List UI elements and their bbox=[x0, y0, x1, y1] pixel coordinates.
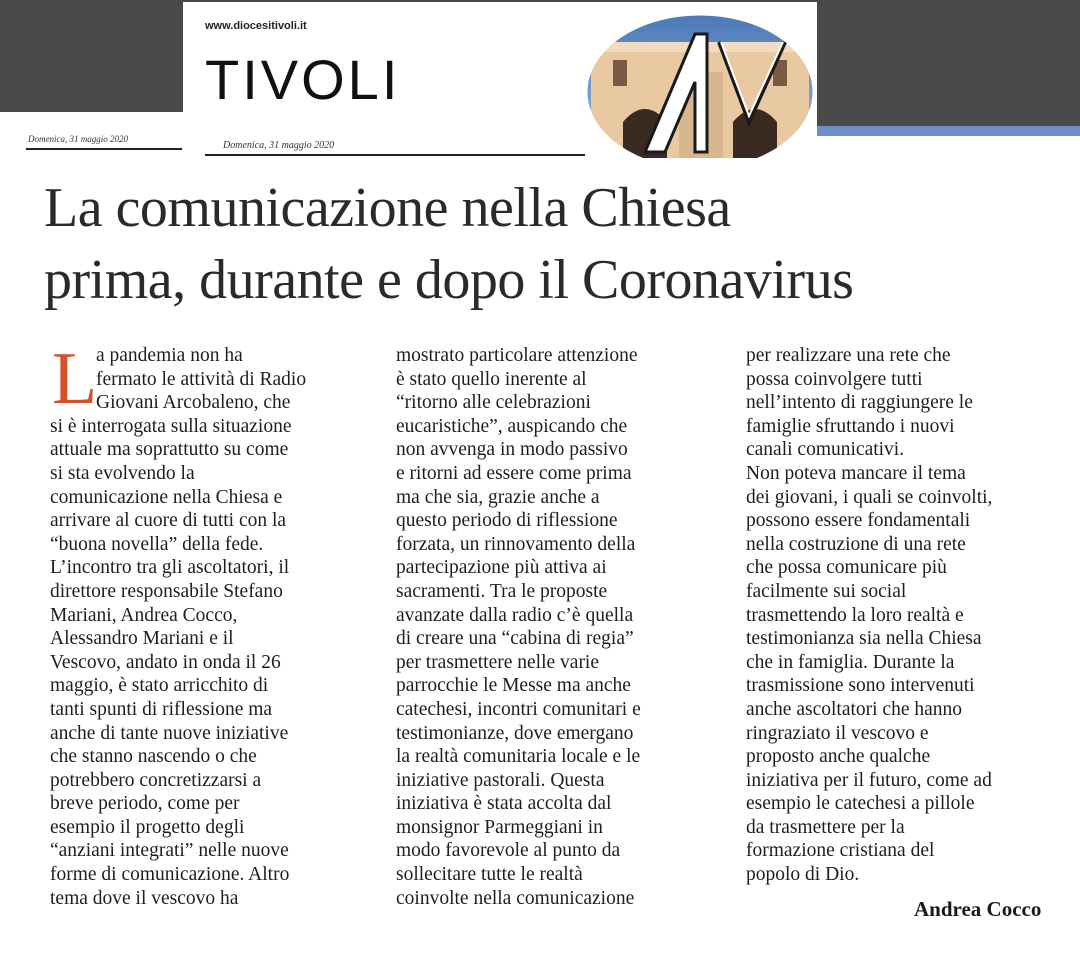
text-line: da trasmettere per la bbox=[746, 816, 905, 838]
accent-rule bbox=[817, 126, 1080, 136]
text-line: di creare una “cabina di regia” bbox=[396, 628, 634, 650]
text-line: proposto anche qualche bbox=[746, 746, 931, 768]
text-line: mostrato particolare attenzione bbox=[396, 345, 638, 366]
text-line: la realtà comunitaria locale e le bbox=[396, 746, 641, 768]
text-line: non avvenga in modo passivo bbox=[396, 439, 628, 461]
text-line: si è interrogata sulla situazione bbox=[50, 415, 292, 437]
text-line: iniziativa è stata accolta dal bbox=[396, 793, 612, 815]
text-line: potrebbero concretizzarsi a bbox=[50, 769, 262, 791]
text-line: canali comunicativi. bbox=[746, 439, 905, 461]
text-line: avanzate dalla radio c’è quella bbox=[396, 604, 634, 626]
text-line: “anziani integrati” nelle nuove bbox=[50, 840, 289, 862]
text-line: possa coinvolgere tutti bbox=[746, 368, 923, 390]
text-line: anche di tante nuove iniziative bbox=[50, 722, 289, 744]
site-url: www.diocesitivoli.it bbox=[205, 20, 307, 32]
text-line: partecipazione più attiva ai bbox=[396, 557, 607, 579]
text-line: famiglie sfruttando i nuovi bbox=[746, 415, 955, 437]
text-line: coinvolte nella comunicazione bbox=[396, 887, 635, 909]
text-line: trasmissione sono intervenuti bbox=[746, 675, 975, 697]
text-line: esempio le catechesi a pillole bbox=[746, 793, 975, 815]
text-line: tanti spunti di riflessione ma bbox=[50, 698, 273, 720]
previous-page-rule bbox=[26, 148, 182, 150]
text-line: Vescovo, andato in onda il 26 bbox=[50, 651, 281, 673]
text-line: formazione cristiana del bbox=[746, 840, 935, 862]
drop-cap: L bbox=[52, 338, 98, 420]
text-line: comunicazione nella Chiesa e bbox=[50, 486, 283, 508]
text-line: possono essere fondamentali bbox=[746, 510, 971, 532]
text-line: tema dove il vescovo ha bbox=[50, 887, 239, 909]
article-column-2 bbox=[396, 344, 641, 910]
text-line: che stanno nascendo o che bbox=[50, 746, 257, 768]
text-line: “ritorno alle celebrazioni bbox=[396, 392, 591, 414]
text-line: modo favorevole al punto da bbox=[396, 840, 621, 862]
text-line: dei giovani, i quali se coinvolti, bbox=[746, 486, 993, 508]
text-line: iniziative pastorali. Questa bbox=[396, 769, 605, 791]
text-line: nell’intento di raggiungere le bbox=[746, 392, 973, 414]
text-line: anche ascoltatori che hanno bbox=[746, 698, 963, 720]
text-line: L’incontro tra gli ascoltatori, il bbox=[50, 557, 290, 579]
text-line: popolo di Dio. bbox=[746, 864, 860, 886]
text-line: facilmente sui social bbox=[746, 580, 907, 602]
text-line: sollecitare tutte le realtà bbox=[396, 864, 583, 886]
paper-title: TIVOLI bbox=[205, 48, 401, 111]
text-line: testimonianze, dove emergano bbox=[396, 722, 634, 744]
church-logo-image bbox=[583, 12, 817, 158]
previous-page-date: Domenica, 31 maggio 2020 bbox=[28, 134, 128, 144]
text-line: ma che sia, grazie anche a bbox=[396, 486, 600, 508]
text-line: monsignor Parmeggiani in bbox=[396, 816, 603, 838]
article-byline: Andrea Cocco bbox=[914, 897, 1042, 921]
text-line: direttore responsabile Stefano bbox=[50, 580, 283, 602]
text-line: per trasmettere nelle varie bbox=[396, 651, 600, 673]
text-line: Mariani, Andrea Cocco, bbox=[50, 604, 238, 626]
headline-line-1: La comunicazione nella Chiesa bbox=[44, 177, 731, 239]
text-line: breve periodo, come per bbox=[50, 793, 240, 815]
text-line: catechesi, incontri comunitari e bbox=[396, 698, 641, 720]
text-line: forme di comunicazione. Altro bbox=[50, 864, 290, 886]
text-line: nella costruzione di una rete bbox=[746, 533, 966, 555]
text-line: questo periodo di riflessione bbox=[396, 510, 618, 532]
text-line: che possa comunicare più bbox=[746, 557, 947, 579]
text-line: ringraziato il vescovo e bbox=[746, 722, 929, 744]
text-line: “buona novella” della fede. bbox=[50, 533, 264, 555]
article-column-3 bbox=[746, 344, 992, 887]
text-line: Non poteva mancare il tema bbox=[746, 462, 966, 484]
masthead-date: Domenica, 31 maggio 2020 bbox=[223, 140, 335, 151]
article-column-1 bbox=[50, 338, 307, 910]
text-line: iniziativa per il futuro, come ad bbox=[746, 769, 992, 791]
dark-background-right bbox=[817, 0, 1080, 130]
masthead-rule bbox=[205, 154, 585, 156]
text-line: sacramenti. Tra le proposte bbox=[396, 580, 608, 602]
text-line: si sta evolvendo la bbox=[50, 462, 195, 484]
text-line: Alessandro Mariani e il bbox=[50, 628, 234, 650]
text-line: testimonianza sia nella Chiesa bbox=[746, 628, 982, 650]
headline-line-2: prima, durante e dopo il Coronavirus bbox=[44, 249, 854, 311]
text-line: e ritorni ad essere come prima bbox=[396, 462, 632, 484]
text-line: attuale ma soprattutto su come bbox=[50, 439, 289, 461]
text-line: parrocchie le Messe ma anche bbox=[396, 675, 631, 697]
text-line: forzata, un rinnovamento della bbox=[396, 533, 636, 555]
text-line: a pandemia non ha bbox=[96, 345, 243, 366]
text-line: Giovani Arcobaleno, che bbox=[96, 392, 291, 414]
text-line: maggio, è stato arricchito di bbox=[50, 675, 269, 697]
text-line: è stato quello inerente al bbox=[396, 368, 587, 390]
text-line: che in famiglia. Durante la bbox=[746, 651, 955, 673]
text-line: fermato le attività di Radio bbox=[96, 368, 307, 390]
text-line: per realizzare una rete che bbox=[746, 345, 951, 366]
text-line: eucaristiche”, auspicando che bbox=[396, 415, 628, 437]
article-headline bbox=[44, 172, 1064, 316]
text-line: esempio il progetto degli bbox=[50, 816, 245, 838]
text-line: trasmettendo la loro realtà e bbox=[746, 604, 964, 626]
text-line: arrivare al cuore di tutti con la bbox=[50, 510, 287, 532]
